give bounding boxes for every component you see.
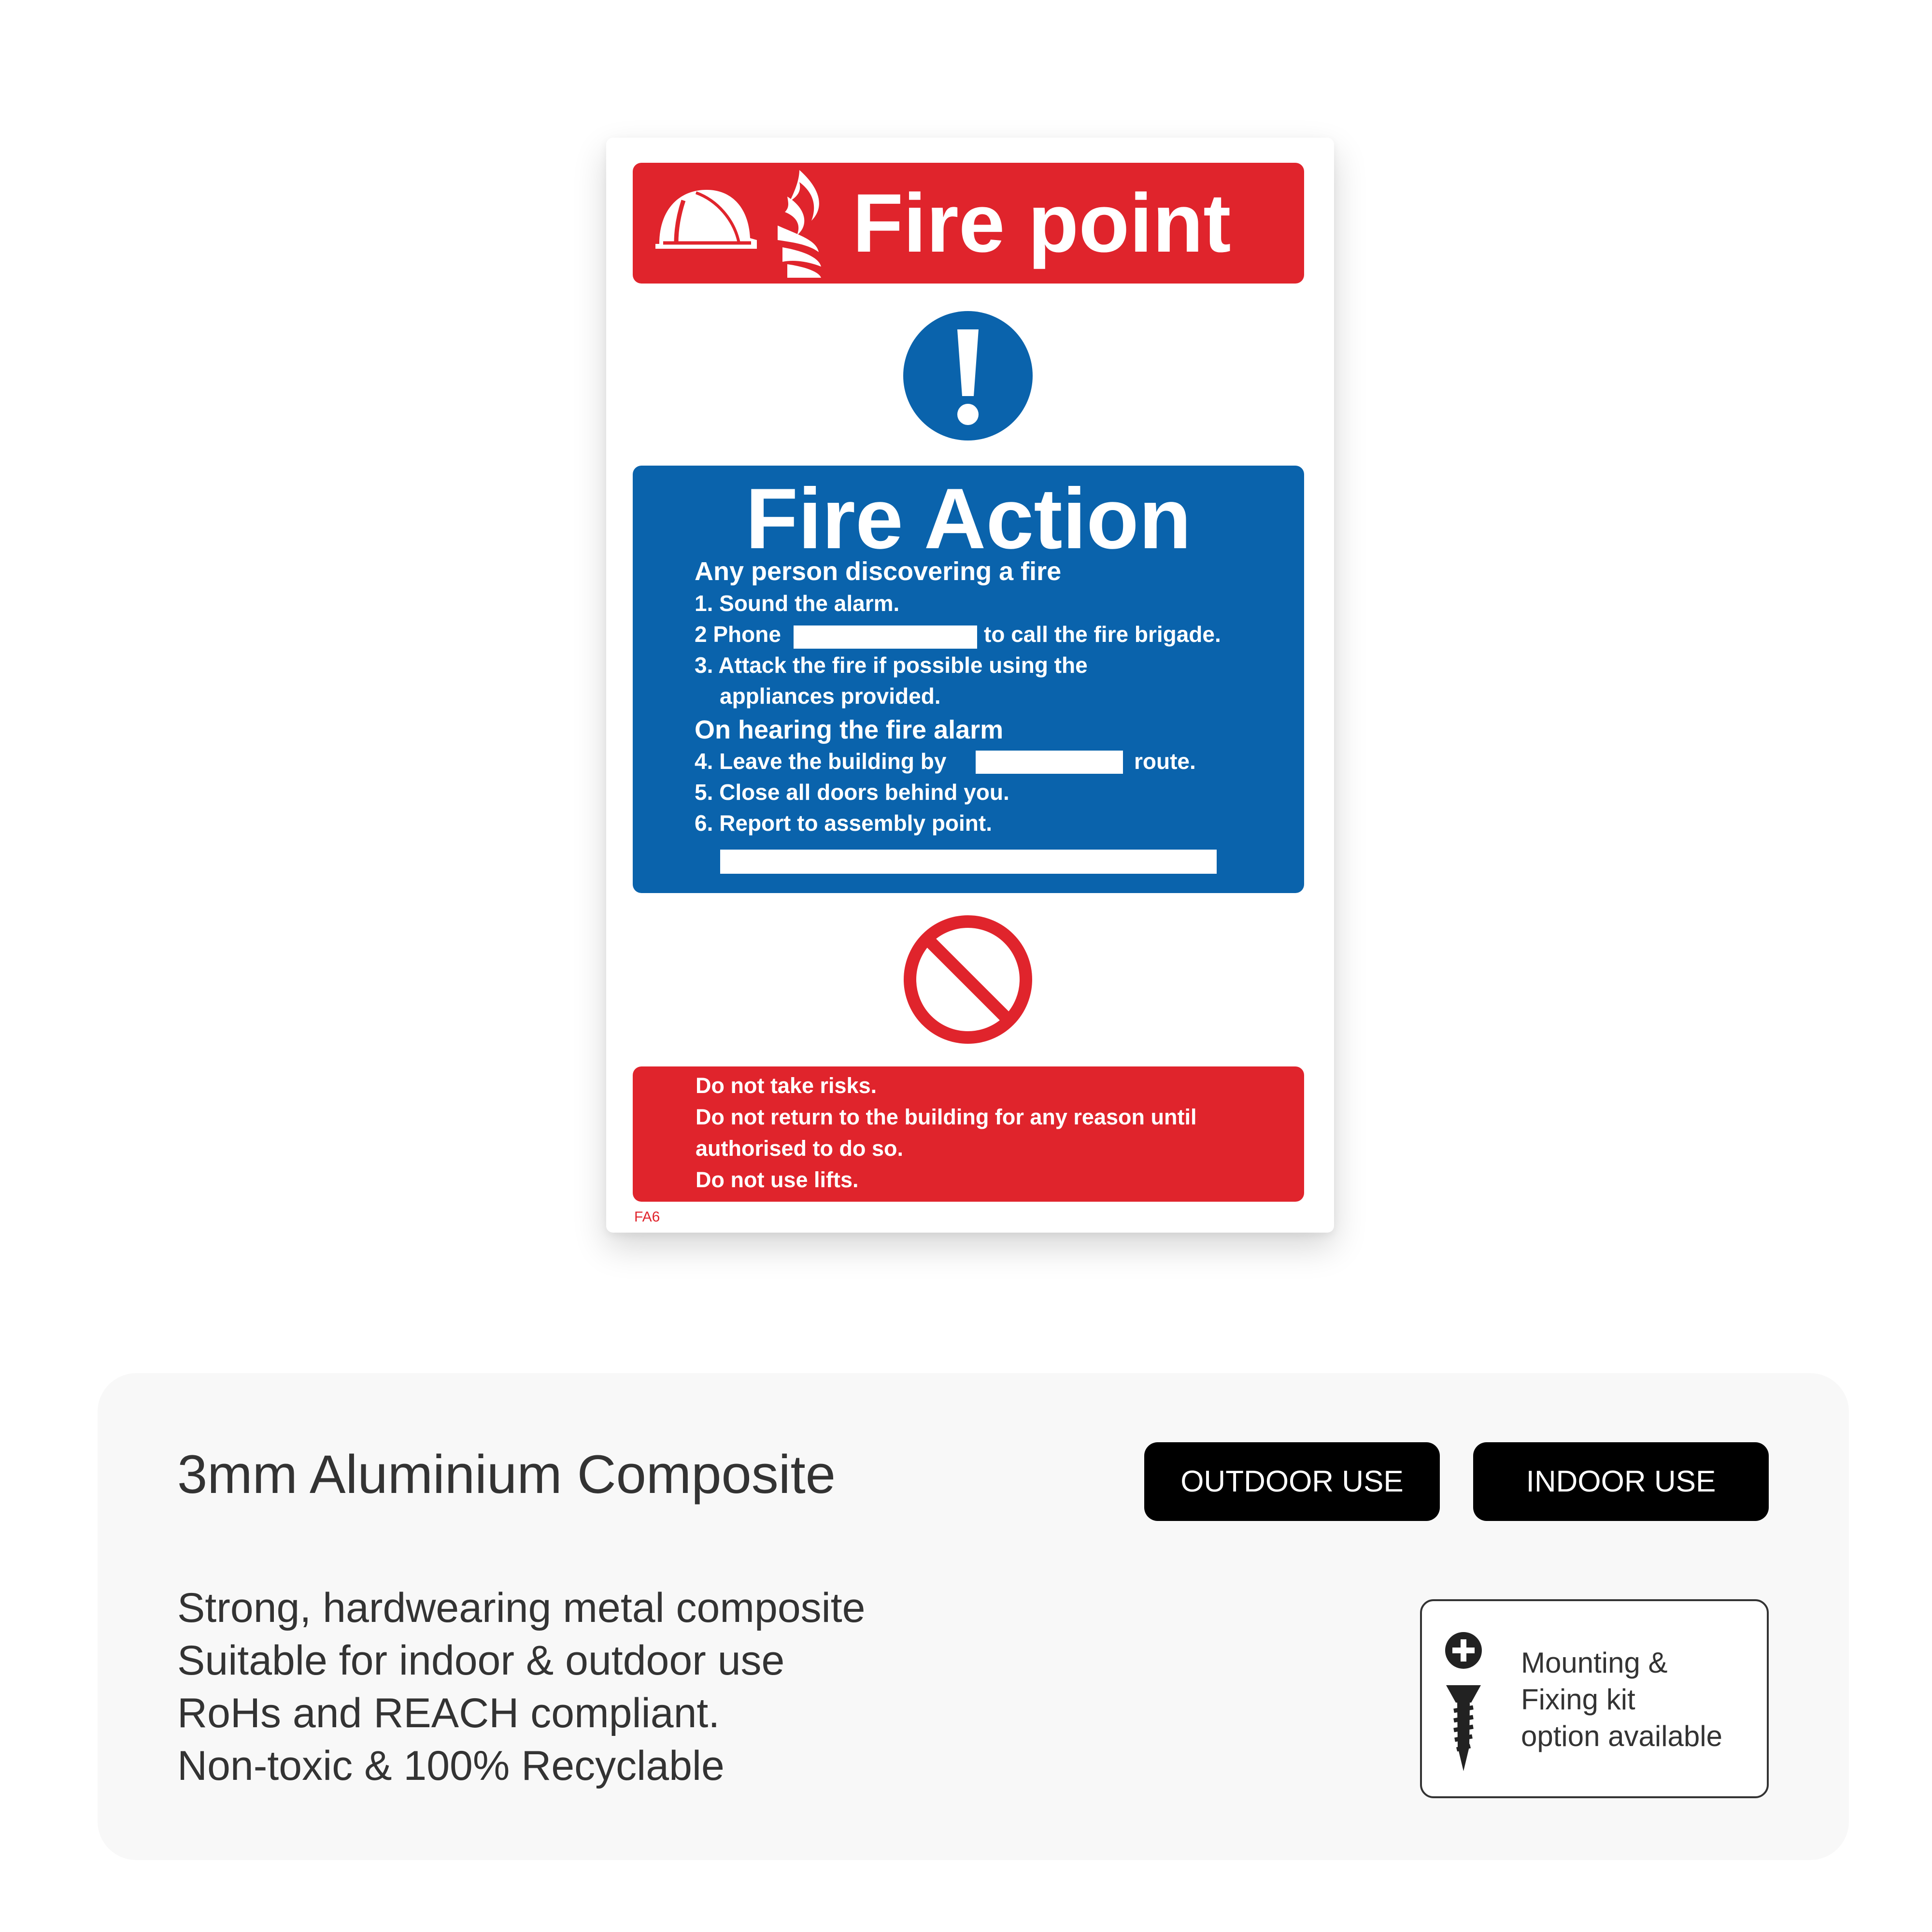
fire-point-banner — [633, 163, 1304, 284]
assembly-point-blank — [720, 850, 1217, 874]
sign-code: FA6 — [634, 1209, 660, 1225]
fire-helmet-icon — [650, 181, 761, 258]
feature-item: Strong, hardwearing metal composite — [177, 1585, 866, 1631]
indoor-use-badge: INDOOR USE — [1473, 1442, 1769, 1521]
route-blank — [976, 751, 1123, 774]
kit-text-line: Fixing kit — [1521, 1683, 1635, 1716]
feature-item: RoHs and REACH compliant. — [177, 1690, 720, 1736]
flame-icon — [773, 168, 828, 279]
step-6: 6. Report to assembly point. — [695, 810, 992, 836]
step-5: 5. Close all doors behind you. — [695, 780, 1009, 805]
fire-point-title: Fire point — [852, 177, 1231, 270]
prohibition-icon — [902, 914, 1034, 1045]
step-2-start: 2 Phone — [695, 622, 781, 647]
feature-item: Non-toxic & 100% Recyclable — [177, 1743, 724, 1789]
screw-icon — [1444, 1631, 1483, 1771]
fixing-kit-box — [1420, 1599, 1769, 1798]
kit-text-line: option available — [1521, 1720, 1722, 1752]
outdoor-use-badge: OUTDOOR USE — [1144, 1442, 1440, 1521]
step-4-start: 4. Leave the building by — [695, 749, 947, 774]
warning-line: authorised to do so. — [696, 1136, 904, 1161]
fire-action-title: Fire Action — [745, 470, 1192, 567]
warning-line: Do not return to the building for any reason until — [696, 1105, 1197, 1129]
warning-line: Do not take risks. — [696, 1073, 877, 1098]
feature-list — [177, 1582, 866, 1792]
step-2-end: to call the fire brigade. — [984, 622, 1221, 647]
exclamation-icon — [902, 310, 1034, 441]
step-4-end: route. — [1134, 749, 1196, 774]
phone-blank — [794, 625, 977, 649]
alarm-heading: On hearing the fire alarm — [695, 715, 1004, 744]
product-info-card — [98, 1373, 1849, 1860]
material-title: 3mm Aluminium Composite — [177, 1444, 836, 1505]
discover-heading: Any person discovering a fire — [695, 557, 1062, 586]
warning-panel — [633, 1066, 1304, 1202]
feature-item: Suitable for indoor & outdoor use — [177, 1637, 785, 1684]
warning-line: Do not use lifts. — [696, 1167, 859, 1192]
fixing-kit-text — [1521, 1645, 1722, 1755]
step-3-line-2: appliances provided. — [720, 683, 941, 709]
kit-text-line: Mounting & — [1521, 1647, 1668, 1679]
fire-action-panel — [633, 466, 1304, 893]
step-3-line-1: 3. Attack the fire if possible using the — [695, 653, 1088, 678]
step-1: 1. Sound the alarm. — [695, 591, 900, 616]
fire-action-sign — [606, 138, 1334, 1233]
